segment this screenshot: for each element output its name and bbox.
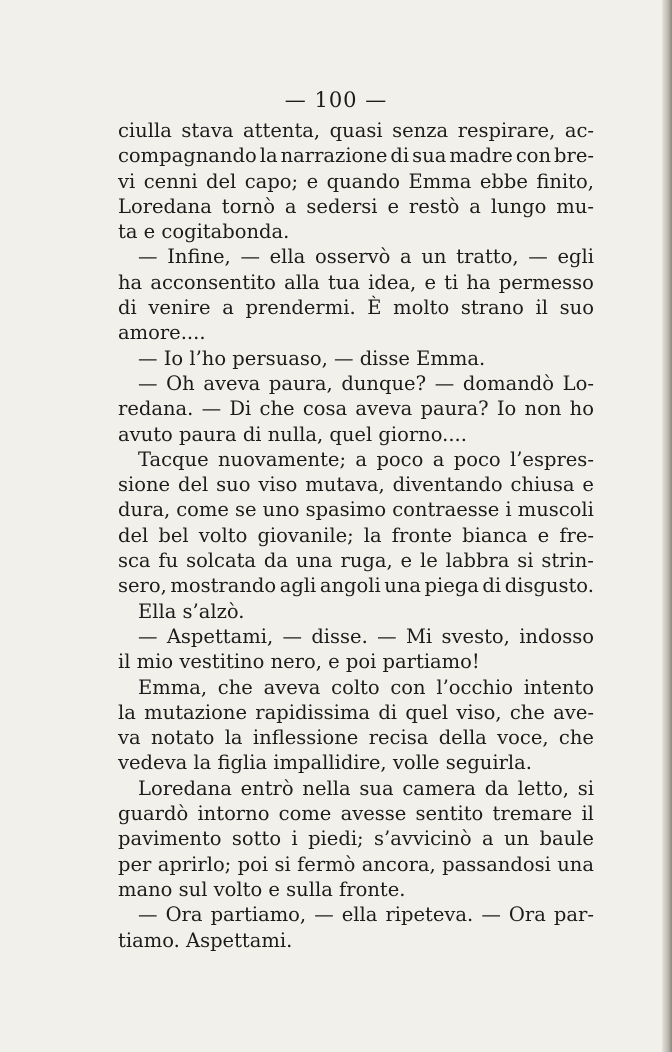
- text-line: compagnando la narrazione di sua madre con bre-: [118, 144, 594, 168]
- text-line: sione del suo viso mutava, diventando chiusa e: [118, 473, 594, 497]
- text-line: dura, come se uno spasimo contraesse i muscoli: [118, 498, 594, 522]
- text-line: ta e cogitabonda.: [118, 220, 290, 244]
- text-line: del bel volto giovanile; la fronte bianca e fre-: [118, 523, 594, 547]
- text-line: il mio vestitino nero, e poi partiamo!: [118, 650, 480, 674]
- text-line: vi cenni del capo; e quando Emma ebbe finito,: [118, 169, 594, 193]
- text-line: ha acconsentito alla tua idea, e ti ha permesso: [118, 270, 594, 294]
- text-line: sero, mostrando agli angoli una piega di disgusto.: [118, 574, 594, 598]
- text-line: sca fu solcata da una ruga, e le labbra si strin-: [118, 549, 594, 573]
- body-text: [118, 118, 594, 953]
- text-line: avuto paura di nulla, quel giorno....: [118, 422, 467, 446]
- page-number: — 100 —: [284, 88, 388, 112]
- text-line: Loredana tornò a sedersi e restò a lungo mu-: [118, 194, 594, 218]
- text-line: per aprirlo; poi si fermò ancora, passandosi una: [118, 852, 594, 876]
- text-line: Ella s’alzò.: [138, 599, 245, 623]
- text-line: — Ora partiamo, — ella ripeteva. — Ora par-: [138, 903, 594, 927]
- text-line: — Aspettami, — disse. — Mi svesto, indosso: [138, 624, 594, 648]
- text-line: ciulla stava attenta, quasi senza respirare, ac-: [118, 119, 594, 142]
- text-line: Loredana entrò nella sua camera da letto, si: [138, 776, 594, 800]
- text-line: va notato la inflessione recisa della voce, che: [118, 726, 594, 750]
- text-line: — Oh aveva paura, dunque? — domandò Lo-: [138, 371, 594, 395]
- text-line: tiamo. Aspettami.: [118, 928, 293, 952]
- text-line: mano sul volto e sulla fronte.: [118, 877, 406, 901]
- page-edge: [662, 0, 672, 1052]
- text-line: amore....: [118, 321, 206, 345]
- text-line: — Infine, — ella osservò a un tratto, — egli: [138, 245, 594, 269]
- text-line: la mutazione rapidissima di quel viso, che ave-: [118, 700, 594, 724]
- text-line: redana. — Di che cosa aveva paura? Io non ho: [118, 397, 594, 421]
- text-line: Emma, che aveva colto con l’occhio intento: [138, 675, 594, 699]
- text-line: guardò intorno come avesse sentito tremare il: [118, 802, 594, 826]
- text-line: pavimento sotto i piedi; s’avvicinò a un baule: [118, 827, 594, 851]
- text-line: di venire a prendermi. È molto strano il suo: [118, 296, 594, 320]
- text-line: — Io l’ho persuaso, — disse Emma.: [138, 346, 486, 370]
- text-line: Tacque nuovamente; a poco a poco l’espres-: [138, 447, 594, 471]
- text-line: vedeva la figlia impallidire, volle seguirla.: [118, 751, 532, 775]
